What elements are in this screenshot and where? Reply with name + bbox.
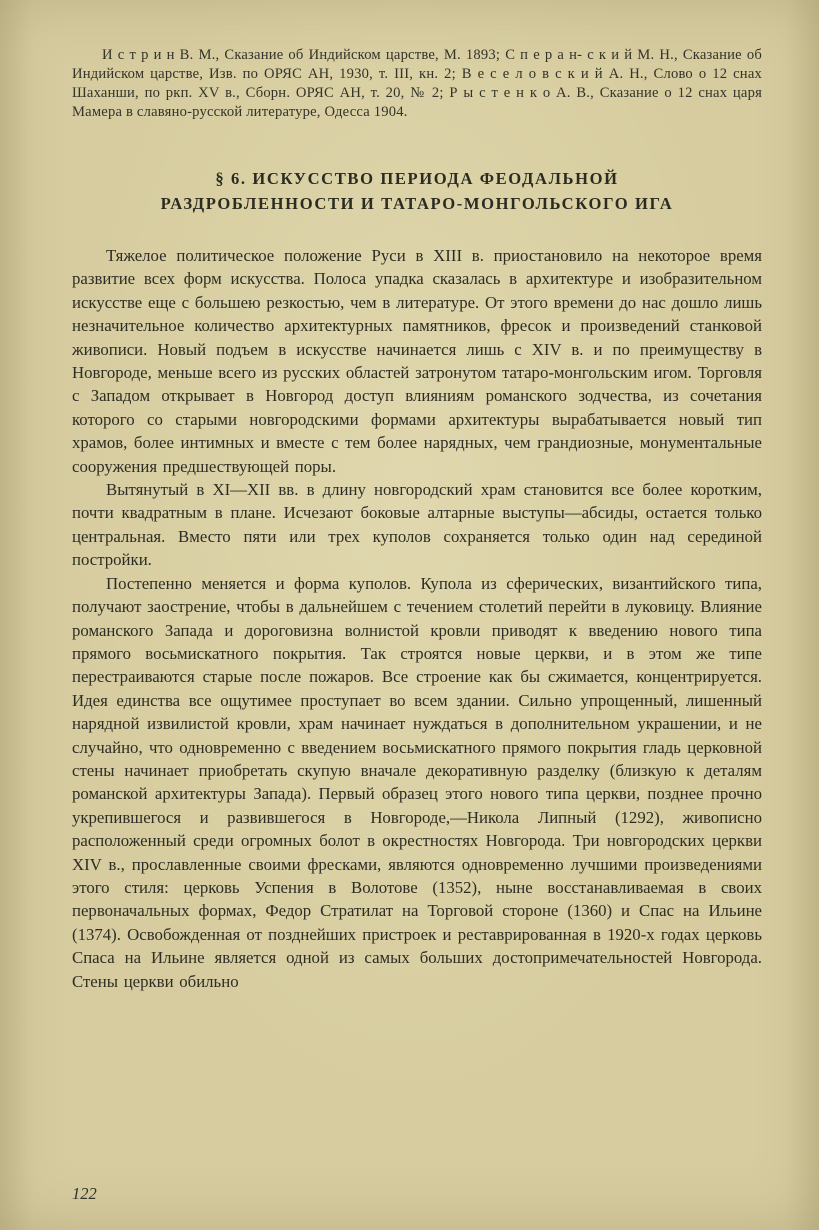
- bibliography-footnote: И с т р и н В. М., Сказание об Индийском царстве, М. 1893; С п е р а н- с к и й М. Н., Сказание об Индийском царстве, Изв. по ОРЯС АН, 1930, т. III, кн. 2; В е с е л о в с к и й А. Н., Слово о 12 снах Шаханши, по ркп. XV в., Сборн. ОРЯС АН, т. 20, № 2; Р ы с т е н к о А. В., Сказание о 12 снах царя Мамера в славяно-русской литературе, Одесса 1904.: [72, 47, 762, 120]
- paragraph-1: Тяжелое политическое положение Руси в XIII в. приостановило на некоторое время развитие всех форм искусства. Полоса упадка сказалась в архитектуре и изобразительном искусстве еще с большею резкостью, чем в литературе. От этого времени до нас дошло лишь незначительное количество архитектурных памятников, фресок и произведений станковой живописи. Новый подъем в искусстве начинается лишь с XIV в. и по преимуществу в Новгороде, меньше всего из русских областей затронутом татаро-монгольским игом. Торговля с Западом открывает в Новгород доступ влияниям романского зодчества, из сочетания которого со старыми новгородскими формами архитектуры вырабатывается новый тип храмов, более интимных и вместе с тем более нарядных, чем грандиозные, монументальные сооружения предшествующей поры.: [72, 246, 762, 476]
- section-heading-line2: РАЗДРОБЛЕННОСТИ И ТАТАРО-МОНГОЛЬСКОГО ИГА: [160, 194, 674, 213]
- paragraph-3: Постепенно меняется и форма куполов. Купола из сферических, византийского типа, получают заострение, чтобы в дальнейшем с течением столетий перейти в луковицу. Влияние романского Запада и дороговизна волнистой кровли приводят к введению нового типа прямого восьмискатного покрытия. Так строятся новые церкви, и в этом же типе перестраиваются старые после пожаров. Все строение как бы сжимается, концентрируется. Идея единства все ощутимее проступает во всем здании. Сильно упрощенный, лишенный нарядной извилистой кровли, храм начинает нуждаться в дополнительном украшении, и не случайно, что одновременно с введением восьмискатного прямого покрытия гладь церковной стены начинает приобретать скупую вначале декоративную разделку (близкую к деталям романской архитектуры Запада). Первый образец этого нового типа церкви, позднее прочно укрепившегося и развившегося в Новгороде,—Никола Липный (1292), живописно расположенный среди огромных болот в окрестностях Новгорода. Три новгородских церкви XIV в., прославленные своими фресками, являются одновременно лучшими произведениями этого стиля: церковь Успения в Волотове (1352), ныне восстанавливаемая в своих первоначальных формах, Федор Стратилат на Торговой стороне (1360) и Спас на Ильине (1374). Освобожденная от позднейших пристроек и реставрированная в 1920-х годах церковь Спаса на Ильине является одной из самых больших достопримечательностей Новгорода. Стены церкви обильно: [72, 573, 762, 991]
- page-content: [72, 46, 762, 993]
- section-heading: [72, 166, 762, 216]
- paragraph-2: Вытянутый в XI—XII вв. в длину новгородский храм становится все более коротким, почти квадратным в плане. Исчезают боковые алтарные выступы—абсиды, остается только центральная. Вместо пяти или трех куполов сохраняется только один над серединой постройки.: [72, 480, 762, 570]
- section-heading-line1: § 6. ИСКУССТВО ПЕРИОДА ФЕОДАЛЬНОЙ: [215, 169, 619, 188]
- page-number: 122: [72, 1184, 97, 1203]
